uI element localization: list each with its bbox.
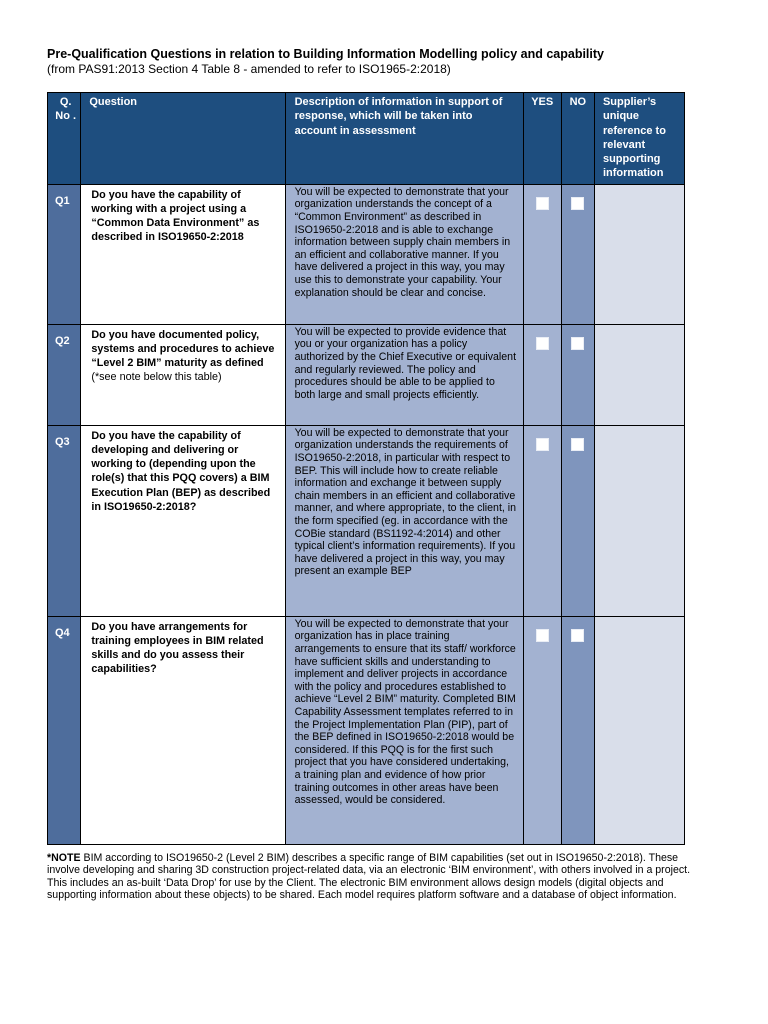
footnote bbox=[47, 852, 692, 901]
question-description: You will be expected to demonstrate that your organization has in place training arrangements to ensure that its staff/ workforce have sufficient skills and understanding to implement and deliver projects in accordance with the policy and procedures established to achieve “Level 2 BIM” maturity. Completed BIM Capability Assessment templates referred to in the Project Implementation Plan (PIP), part of the BEP defined in ISO19650-2:2018 would be considered. If this PQQ is for the first such project that you have considered undertaking, a training plan and evidence of how prior training outcomes in other areas have been assessed, would be considered. bbox=[285, 616, 524, 844]
yes-checkbox[interactable] bbox=[536, 629, 549, 642]
no-checkbox[interactable] bbox=[571, 438, 584, 451]
header-yes: YES bbox=[524, 93, 561, 185]
header-description: Description of information in support of response, which will be taken into account in assessment bbox=[285, 93, 524, 185]
question-description: You will be expected to demonstrate that your organization understands the concept of a “Common Environment” as described in ISO19650-2:2018 and is able to exchange information between supply chain members in an efficient and collaborative manner. If you have delivered a project in this way, you may use this to demonstrate your capability. Your explanation should be clear and concise. bbox=[285, 184, 524, 324]
question-text: Do you have the capability of working with a project using a “Common Data Environment” as described in ISO19650-2:2018 bbox=[81, 184, 285, 324]
no-cell bbox=[561, 184, 594, 324]
header-no: NO bbox=[561, 93, 594, 185]
table-row bbox=[48, 616, 685, 844]
no-cell bbox=[561, 616, 594, 844]
reference-cell[interactable] bbox=[594, 425, 684, 616]
question-text: Do you have documented policy, systems and procedures to achieve “Level 2 BIM” maturity as defined (*see note below this table) bbox=[81, 324, 285, 425]
table-header-row bbox=[48, 93, 685, 185]
header-qno: Q. No . bbox=[48, 93, 81, 185]
question-number: Q2 bbox=[48, 324, 81, 425]
yes-cell bbox=[524, 616, 561, 844]
header-question: Question bbox=[81, 93, 285, 185]
question-number: Q1 bbox=[48, 184, 81, 324]
no-checkbox[interactable] bbox=[571, 629, 584, 642]
footnote-text: BIM according to ISO19650-2 (Level 2 BIM) describes a specific range of BIM capabilities (set out in ISO19650-2:2018). These involve developing and sharing 3D construction project-related data, via an electronic ‘BIM environment’, with others involved in a project. This includes an as-built ‘Data Drop’ for use by the Client. The electronic BIM environment allows design models (digital objects and supporting information about these objects) to be shared. Each model requires platform software and a database of object information. bbox=[47, 852, 691, 901]
question-number: Q3 bbox=[48, 425, 81, 616]
question-text: Do you have the capability of developing and delivering or working to (depending upon the role(s) that this PQQ covers) a BIM Execution Plan (BEP) as described in ISO19650-2:2018? bbox=[81, 425, 285, 616]
yes-checkbox[interactable] bbox=[536, 438, 549, 451]
yes-cell bbox=[524, 324, 561, 425]
no-cell bbox=[561, 324, 594, 425]
yes-checkbox[interactable] bbox=[536, 197, 549, 210]
question-description: You will be expected to demonstrate that your organization understands the requirements of ISO19650-2:2018, in particular with respect to BEP. This will include how to create reliable information and exchange it between supply chain members in an efficient and collaborative manner, and where appropriate, to the client, in the form specified (eg. in accordance with the COBie standard (BS1192-4:2014) and other typical client’s information requirements). If you have delivered a project in this way, you may present an example BEP bbox=[285, 425, 524, 616]
question-number: Q4 bbox=[48, 616, 81, 844]
pqq-table bbox=[47, 92, 685, 845]
footnote-label: *NOTE bbox=[47, 852, 81, 864]
no-cell bbox=[561, 425, 594, 616]
table-row bbox=[48, 425, 685, 616]
yes-checkbox[interactable] bbox=[536, 337, 549, 350]
no-checkbox[interactable] bbox=[571, 197, 584, 210]
no-checkbox[interactable] bbox=[571, 337, 584, 350]
reference-cell[interactable] bbox=[594, 324, 684, 425]
header-reference: Supplier’s unique reference to relevant supporting information bbox=[594, 93, 684, 185]
reference-cell[interactable] bbox=[594, 616, 684, 844]
document-title: Pre-Qualification Questions in relation to Building Information Modelling policy and capability bbox=[47, 47, 604, 61]
yes-cell bbox=[524, 425, 561, 616]
document-page bbox=[47, 46, 691, 901]
table-row bbox=[48, 184, 685, 324]
question-text: Do you have arrangements for training employees in BIM related skills and do you assess their capabilities? bbox=[81, 616, 285, 844]
table-row bbox=[48, 324, 685, 425]
yes-cell bbox=[524, 184, 561, 324]
document-subtitle: (from PAS91:2013 Section 4 Table 8 - amended to refer to ISO1965-2:2018) bbox=[47, 62, 451, 76]
question-description: You will be expected to provide evidence that you or your organization has a policy authorized by the Chief Executive or equivalent and regularly reviewed. The policy and procedures should be able to be applied to both large and small projects efficiently. bbox=[285, 324, 524, 425]
reference-cell[interactable] bbox=[594, 184, 684, 324]
